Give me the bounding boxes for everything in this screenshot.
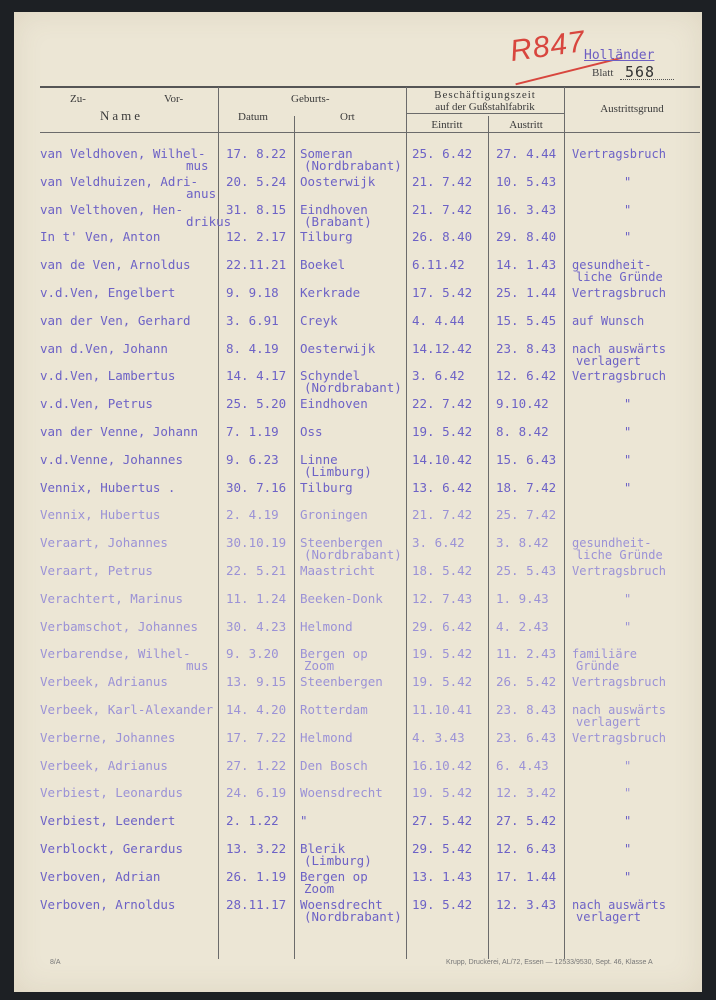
header-gussstahlfabrik: auf der Gußstahlfabrik <box>435 101 535 113</box>
record-name: van der Ven, Gerhard <box>40 312 191 328</box>
record-exit-date: 25. 1.44 <box>496 285 557 300</box>
record-name: Veraart, Petrus <box>40 563 153 578</box>
record-birth-date: 12. 2.17 <box>226 229 287 245</box>
record-birth-place: Oesterwijk <box>300 340 376 356</box>
header-geburts: Geburts- <box>291 93 330 105</box>
record-name: van Veldhuizen, Adri- <box>40 173 199 189</box>
record-name-continuation: drikus <box>186 213 232 229</box>
record-entry-date: 19. 5.42 <box>412 896 473 912</box>
record-birth-date: 30.10.19 <box>226 535 287 551</box>
record-exit-date: 26. 5.42 <box>496 674 557 690</box>
record-exit-date: 17. 1.44 <box>496 868 557 884</box>
record-exit-reason: familiäre <box>572 647 638 662</box>
record-birth-region: (Limburg) <box>304 853 372 868</box>
record-exit-date: 1. 9.43 <box>496 590 549 606</box>
record-birth-place: Oosterwijk <box>300 173 376 189</box>
record-entry-date: 19. 5.42 <box>412 674 473 690</box>
record-birth-date: 27. 1.22 <box>226 757 287 773</box>
record-birth-date: 3. 6.91 <box>226 312 279 328</box>
record-entry-date: 27. 5.42 <box>412 813 473 829</box>
record-exit-date: 12. 3.43 <box>496 896 557 912</box>
record-birth-date: 2. 1.22 <box>226 813 279 829</box>
record-birth-region: (Brabant) <box>304 213 372 229</box>
record-exit-reason: nach auswärts <box>572 703 666 717</box>
record-birth-place: Rotterdam <box>300 702 368 717</box>
record-entry-date: 13. 1.43 <box>412 868 473 884</box>
record-birth-place: Creyk <box>300 312 338 328</box>
record-birth-place: Blerik <box>300 841 346 856</box>
record-birth-region: (Nordbrabant) <box>304 908 402 924</box>
header-ort: Ort <box>340 111 355 123</box>
record-birth-region: (Limburg) <box>304 463 372 479</box>
record-exit-reason: gesundheit- <box>572 258 652 273</box>
handwritten-number: R847 <box>508 24 588 69</box>
record-name: Verbeek, Adrianus <box>40 674 168 690</box>
record-entry-date: 4. 3.43 <box>412 729 465 745</box>
record-exit-reason: " <box>624 842 632 856</box>
record-birth-place: Den Bosch <box>300 757 368 773</box>
record-exit-reason: auf Wunsch <box>572 313 645 328</box>
record-name-continuation: mus <box>186 658 209 674</box>
header-eintritt: Eintritt <box>431 119 463 131</box>
record-exit-date: 15. 6.43 <box>496 451 557 467</box>
record-exit-date: 3. 8.42 <box>496 535 549 551</box>
record-birth-date: 9. 6.23 <box>226 451 279 467</box>
footer-code: 8/A <box>50 959 61 966</box>
record-birth-date: 31. 8.15 <box>226 201 287 217</box>
record-entry-date: 19. 5.42 <box>412 785 473 801</box>
column-divider-datum <box>294 116 295 959</box>
record-name: v.d.Ven, Engelbert <box>40 285 176 300</box>
record-entry-date: 3. 6.42 <box>412 368 465 384</box>
record-birth-date: 28.11.17 <box>226 896 287 912</box>
record-exit-reason: nach auswärts <box>572 341 666 356</box>
record-birth-place: Boekel <box>300 257 346 273</box>
record-exit-reason-continuation: Gründe <box>576 659 620 674</box>
record-exit-reason: " <box>624 591 632 606</box>
record-exit-reason: gesundheit- <box>572 536 652 551</box>
record-exit-date: 27. 4.44 <box>496 146 557 161</box>
record-birth-date: 2. 4.19 <box>226 507 279 523</box>
record-birth-date: 14. 4.20 <box>226 702 287 717</box>
record-exit-reason: Vertragsbruch <box>572 675 666 690</box>
record-birth-place: Someran <box>300 146 353 161</box>
record-exit-date: 9.10.42 <box>496 396 549 412</box>
record-entry-date: 13. 6.42 <box>412 479 473 495</box>
record-birth-date: 25. 5.20 <box>226 396 287 412</box>
record-entry-date: 12. 7.43 <box>412 590 473 606</box>
record-entry-date: 18. 5.42 <box>412 563 473 578</box>
record-birth-place: Groningen <box>300 507 368 523</box>
record-birth-date: 11. 1.24 <box>226 590 287 606</box>
header-zu: Zu- <box>70 93 86 105</box>
record-entry-date: 19. 5.42 <box>412 424 473 439</box>
record-exit-date: 15. 5.45 <box>496 312 557 328</box>
record-exit-date: 25. 7.42 <box>496 507 557 523</box>
record-birth-date: 26. 1.19 <box>226 868 287 884</box>
record-birth-place: Linne <box>300 451 338 467</box>
record-exit-date: 16. 3.43 <box>496 201 557 217</box>
record-exit-reason: Vertragsbruch <box>572 369 666 384</box>
record-name: Verboven, Adrian <box>40 868 161 884</box>
record-entry-date: 11.10.41 <box>412 702 473 717</box>
record-exit-reason: nach auswärts <box>572 897 666 912</box>
record-exit-reason: " <box>624 174 632 189</box>
record-entry-date: 21. 7.42 <box>412 201 473 217</box>
record-exit-reason: Vertragsbruch <box>572 286 666 300</box>
record-birth-date: 22. 5.21 <box>226 563 287 578</box>
record-exit-reason: " <box>624 758 632 773</box>
record-exit-date: 27. 5.42 <box>496 813 557 829</box>
record-entry-date: 29. 6.42 <box>412 618 473 634</box>
record-birth-date: 8. 4.19 <box>226 340 279 356</box>
record-exit-date: 12. 6.43 <box>496 841 557 856</box>
record-name: Vennix, Hubertus . <box>40 479 176 495</box>
record-birth-date: 9. 3.20 <box>226 646 279 662</box>
record-exit-reason: " <box>624 397 632 412</box>
record-exit-reason: " <box>624 480 632 495</box>
record-exit-reason-continuation: liche Gründe <box>576 270 663 285</box>
record-exit-reason: " <box>624 202 632 217</box>
record-exit-date: 11. 2.43 <box>496 646 557 662</box>
record-birth-region: (Nordbrabant) <box>304 380 402 396</box>
record-exit-reason: " <box>624 786 632 801</box>
record-name: v.d.Ven, Lambertus <box>40 368 176 384</box>
record-entry-date: 14.10.42 <box>412 451 473 467</box>
record-birth-date: 17. 8.22 <box>226 146 287 161</box>
record-entry-date: 16.10.42 <box>412 757 473 773</box>
record-exit-date: 12. 3.42 <box>496 785 557 801</box>
record-name-continuation: mus <box>186 158 209 173</box>
sheet-number: 568 <box>625 63 656 81</box>
header-beschaeftigungszeit: Beschäftigungszeit <box>434 89 536 101</box>
record-birth-region: Zoom <box>304 658 335 674</box>
record-entry-date: 21. 7.42 <box>412 507 473 523</box>
record-exit-reason: Vertragsbruch <box>572 564 666 578</box>
record-birth-date: 14. 4.17 <box>226 368 287 384</box>
footer-printer: Krupp, Druckerei, AL/72, Essen — 12533/9530, Sept. 46, Klasse A <box>446 959 653 966</box>
nationality-label: Holländer <box>584 48 655 63</box>
record-name: Verboven, Arnoldus <box>40 896 176 912</box>
record-entry-date: 6.11.42 <box>412 257 465 273</box>
record-exit-date: 23. 8.43 <box>496 340 557 356</box>
record-exit-date: 29. 8.40 <box>496 229 557 245</box>
record-birth-date: 17. 7.22 <box>226 729 287 745</box>
record-name: Verbamschot, Johannes <box>40 618 199 634</box>
record-birth-place: Tilburg <box>300 479 353 495</box>
record-entry-date: 19. 5.42 <box>412 646 473 662</box>
record-birth-date: 30. 7.16 <box>226 479 287 495</box>
record-exit-reason: " <box>624 425 632 439</box>
record-birth-date: 22.11.21 <box>226 257 287 273</box>
record-exit-reason: " <box>624 452 632 467</box>
record-birth-place: Helmond <box>300 729 353 745</box>
record-birth-date: 20. 5.24 <box>226 173 287 189</box>
record-name: v.d.Venne, Johannes <box>40 451 183 467</box>
record-name: Verbiest, Leendert <box>40 813 176 829</box>
record-birth-place: Woensdrecht <box>300 785 383 801</box>
record-birth-date: 24. 6.19 <box>226 785 287 801</box>
column-divider-eintritt <box>488 116 489 959</box>
record-birth-place: Steenbergen <box>300 535 383 551</box>
record-name: Verachtert, Marinus <box>40 590 183 606</box>
record-exit-date: 23. 8.43 <box>496 702 557 717</box>
record-name: van de Ven, Arnoldus <box>40 257 191 273</box>
record-birth-place: Maastricht <box>300 563 376 578</box>
record-name: Verbeek, Karl-Alexander <box>40 702 214 717</box>
record-exit-reason-continuation: verlagert <box>576 353 642 368</box>
record-exit-reason: Vertragsbruch <box>572 730 666 745</box>
record-exit-reason: " <box>624 619 632 634</box>
record-name: van d.Ven, Johann <box>40 340 168 356</box>
header-austritt: Austritt <box>509 119 543 131</box>
record-exit-date: 14. 1.43 <box>496 257 557 273</box>
table-top-rule <box>40 86 700 88</box>
record-entry-date: 29. 5.42 <box>412 841 473 856</box>
header-vor: Vor- <box>164 93 184 105</box>
record-exit-date: 8. 8.42 <box>496 424 549 439</box>
record-birth-date: 13. 9.15 <box>226 674 287 690</box>
record-entry-date: 17. 5.42 <box>412 285 473 300</box>
record-exit-date: 23. 6.43 <box>496 729 557 745</box>
record-name: Verblockt, Gerardus <box>40 841 183 856</box>
header-austrittsgrund: Austrittsgrund <box>600 103 664 115</box>
record-name: Verbiest, Leonardus <box>40 785 183 801</box>
record-exit-reason-continuation: verlagert <box>576 909 642 924</box>
record-exit-reason: " <box>624 230 632 245</box>
record-birth-date: 7. 1.19 <box>226 424 279 439</box>
record-birth-region: (Nordbrabant) <box>304 158 402 173</box>
record-name: van Veldhoven, Wilhel- <box>40 146 206 161</box>
record-entry-date: 3. 6.42 <box>412 535 465 551</box>
record-name-continuation: anus <box>186 185 217 201</box>
record-name: In t' Ven, Anton <box>40 229 161 245</box>
sheet-number-dotline <box>620 79 674 81</box>
record-exit-date: 10. 5.43 <box>496 173 557 189</box>
record-birth-place: Beeken-Donk <box>300 590 383 606</box>
record-name: Verbeek, Adrianus <box>40 757 168 773</box>
record-exit-reason-continuation: verlagert <box>576 715 642 729</box>
record-birth-region: Zoom <box>304 880 335 896</box>
column-divider-austritt <box>564 87 565 959</box>
record-birth-place: Tilburg <box>300 229 353 245</box>
record-name: van Velthoven, Hen- <box>40 201 183 217</box>
record-exit-date: 18. 7.42 <box>496 479 557 495</box>
record-birth-place: Bergen op <box>300 646 368 662</box>
employment-subheader-rule <box>406 113 564 114</box>
record-exit-date: 4. 2.43 <box>496 618 549 634</box>
record-entry-date: 21. 7.42 <box>412 173 473 189</box>
record-birth-date: 30. 4.23 <box>226 618 287 634</box>
record-name: van der Venne, Johann <box>40 424 199 439</box>
record-name: Veraart, Johannes <box>40 535 168 551</box>
record-birth-date: 9. 9.18 <box>226 285 279 300</box>
sheet-label: Blatt <box>592 67 614 79</box>
record-birth-place: Oss <box>300 424 323 439</box>
document-sheet <box>14 12 702 992</box>
record-name: Verbarendse, Wilhel- <box>40 646 191 662</box>
record-birth-place: Helmond <box>300 618 353 634</box>
record-exit-reason: Vertragsbruch <box>572 147 666 161</box>
record-birth-place: Schyndel <box>300 368 361 384</box>
column-divider-ort <box>406 87 407 959</box>
record-name: v.d.Ven, Petrus <box>40 396 153 412</box>
record-birth-place: Steenbergen <box>300 674 383 690</box>
record-entry-date: 14.12.42 <box>412 340 473 356</box>
record-birth-place: Kerkrade <box>300 285 361 300</box>
record-birth-place: Eindhoven <box>300 201 368 217</box>
table-header-rule <box>40 132 700 133</box>
record-exit-reason: " <box>624 869 632 884</box>
record-birth-place: Woensdrecht <box>300 896 383 912</box>
record-name: Vennix, Hubertus <box>40 507 161 523</box>
record-exit-date: 6. 4.43 <box>496 757 549 773</box>
record-entry-date: 26. 8.40 <box>412 229 473 245</box>
header-datum: Datum <box>238 111 268 123</box>
header-name: Name <box>100 108 144 123</box>
record-birth-place: Bergen op <box>300 868 368 884</box>
record-entry-date: 25. 6.42 <box>412 146 473 161</box>
record-exit-date: 25. 5.43 <box>496 563 557 578</box>
record-birth-date: 13. 3.22 <box>226 841 287 856</box>
record-exit-reason-continuation: liche Gründe <box>576 548 663 563</box>
record-exit-date: 12. 6.42 <box>496 368 557 384</box>
record-entry-date: 4. 4.44 <box>412 312 465 328</box>
record-entry-date: 22. 7.42 <box>412 396 473 412</box>
record-name: Verberne, Johannes <box>40 729 176 745</box>
record-exit-reason: " <box>624 814 632 829</box>
record-birth-place: Eindhoven <box>300 396 368 412</box>
record-birth-place: " <box>300 813 308 829</box>
record-birth-region: (Nordbrabant) <box>304 547 402 563</box>
